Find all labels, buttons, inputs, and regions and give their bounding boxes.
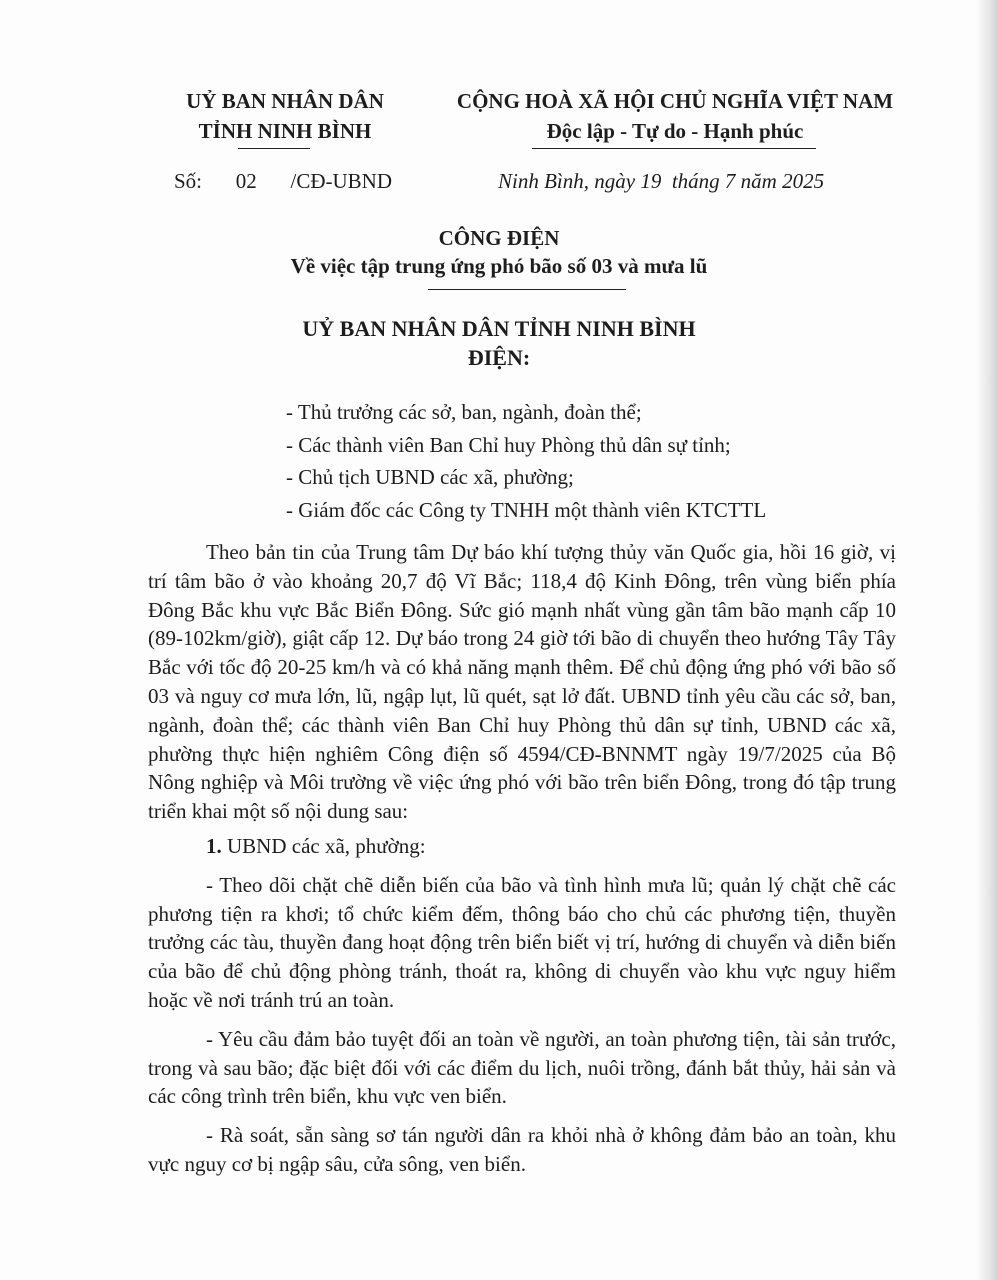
- body-paragraph: - Yêu cầu đảm bảo tuyệt đối an toàn về người, an toàn phương tiện, tài sản trước, trong và sau bão; đặc biệt đối với các điểm du lịch, nuôi trồng, đánh bắt thủy, hải sản và các công trình trên biển, khu vực ven biển.: [148, 1026, 896, 1109]
- intro-paragraph: Theo bản tin của Trung tâm Dự báo khí tượng thủy văn Quốc gia, hồi 16 giờ, vị trí tâm bão ở vào khoảng 20,7 độ Vĩ Bắc; 118,4 độ Kinh Đông, trên vùng biển phía Đông Bắc khu vực Bắc Biển Đông. Sức gió mạnh nhất vùng gần tâm bão mạnh cấp 10 (89-102km/giờ), giật cấp 12. Dự báo trong 24 giờ tới bão di chuyển theo hướng Tây Tây Bắc với tốc độ 20-25 km/h và có khả năng mạnh thêm. Để chủ động ứng phó với bão số 03 và nguy cơ mưa lớn, lũ, ngập lụt, lũ quét, sạt lở đất. UBND tỉnh yêu cầu các sở, ban, ngành, đoàn thể; các thành viên Ban Chỉ huy Phòng thủ dân sự tỉnh, UBND các xã, phường thực hiện nghiêm Công điện số 4594/CĐ-BNNMT ngày 19/7/2025 của Bộ Nông nghiệp và Môi trường về việc ứng phó với bão trên biển Đông, trong đó tập trung triển khai một số nội dung sau:: [148, 540, 896, 824]
- recipient-list: [286, 396, 766, 526]
- date-place: Ninh Bình, ngày 19 tháng 7 năm 2025: [498, 169, 825, 193]
- page-edge-shadow: [976, 0, 998, 1280]
- issuing-authority: [140, 86, 430, 146]
- national-name: CỘNG HOÀ XÃ HỘI CHỦ NGHĨA VIỆT NAM: [456, 89, 894, 113]
- recipient-item: - Chủ tịch UBND các xã, phường;: [286, 465, 574, 489]
- national-motto: Độc lập - Tự do - Hạnh phúc: [546, 119, 804, 143]
- recipient-item: - Các thành viên Ban Chỉ huy Phòng thủ dân sự tỉnh;: [286, 432, 731, 457]
- motto-underline: [532, 148, 816, 149]
- section-number: 1.: [206, 833, 222, 858]
- section-title: UBND các xã, phường:: [221, 833, 426, 858]
- sender-name: UỶ BAN NHÂN DÂN TỈNH NINH BÌNH: [302, 316, 696, 341]
- section-heading: [148, 832, 896, 861]
- document-subject: Về việc tập trung ứng phó bão số 03 và mưa lũ: [290, 254, 708, 278]
- body-paragraph: - Rà soát, sẵn sàng sơ tán người dân ra khỏi nhà ở không đảm bảo an toàn, khu vực nguy cơ bị ngập sâu, cửa sông, ven biển.: [148, 1123, 896, 1176]
- subject-underline: [428, 289, 626, 290]
- recipient-item: - Giám đốc các Công ty TNHH một thành viên KTCTTL: [286, 497, 767, 522]
- body-paragraph: - Theo dõi chặt chẽ diễn biến của bão và tình hình mưa lũ; quản lý chặt chẽ các phương tiện ra khơi; tổ chức kiểm đếm, thông báo cho chủ các phương tiện, thuyền trưởng các tàu, thuyền đang hoạt động trên biển biết vị trí, hướng di chuyển và diễn biến của bão để chủ động phòng tránh, thoát ra, không di chuyển vào khu vực nguy hiểm hoặc về nơi tránh trú an toàn.: [148, 872, 896, 1012]
- document-type: CÔNG ĐIỆN: [438, 226, 560, 250]
- recipient-item: - Thủ trưởng các sở, ban, ngành, đoàn thể;: [286, 400, 642, 424]
- sender-label: ĐIỆN:: [467, 345, 531, 370]
- national-title: [438, 86, 912, 146]
- document-number: Số: 02 /CĐ-UBND: [174, 169, 393, 193]
- authority-line-1: UỶ BAN NHÂN DÂN: [186, 89, 384, 113]
- authority-line-2: TỈNH NINH BÌNH: [198, 119, 372, 143]
- authority-underline: [238, 148, 310, 149]
- document-body: [148, 538, 896, 1179]
